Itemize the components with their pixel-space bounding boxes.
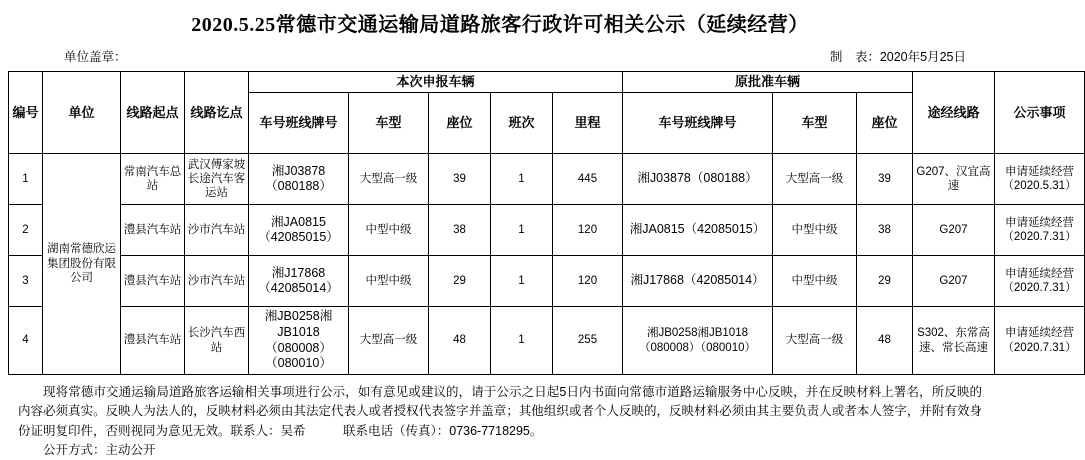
cell-orig-seats: 48 <box>857 307 913 375</box>
header-plate: 车号班线牌号 <box>249 93 349 154</box>
table-row <box>9 154 1085 205</box>
cell-frequency: 1 <box>491 154 553 205</box>
cell-type: 大型高一级 <box>349 154 429 205</box>
cell-start: 常南汽车总站 <box>121 154 185 205</box>
cell-no: 3 <box>9 256 43 307</box>
header-seats: 座位 <box>429 93 491 154</box>
cell-item: 申请延续经营（2020.7.31） <box>995 205 1085 256</box>
header-orig-type: 车型 <box>773 93 857 154</box>
cell-route: G207 <box>913 205 995 256</box>
cell-start: 澧县汽车站 <box>121 307 185 375</box>
header-mileage: 里程 <box>553 93 623 154</box>
cell-route: G207、汉宜高速 <box>913 154 995 205</box>
cell-orig-seats: 38 <box>857 205 913 256</box>
header-line-end: 线路讫点 <box>185 72 249 154</box>
header-group-original: 原批准车辆 <box>623 72 913 93</box>
header-item: 公示事项 <box>995 72 1085 154</box>
header-orig-seats: 座位 <box>857 93 913 154</box>
stamp-label: 单位盖章： <box>64 50 127 64</box>
header-orig-plate: 车号班线牌号 <box>623 93 773 154</box>
cell-orig-type: 中型中级 <box>773 205 857 256</box>
cell-frequency: 1 <box>491 307 553 375</box>
cell-orig-plate: 湘J03878（080188） <box>623 154 773 205</box>
notice-block <box>18 383 982 460</box>
cell-unit: 湖南常德欣运集团股份有限公司 <box>43 154 121 375</box>
cell-mileage: 120 <box>553 205 623 256</box>
cell-item: 申请延续经营（2020.7.31） <box>995 256 1085 307</box>
table-header-row-1 <box>9 72 1085 93</box>
cell-orig-seats: 29 <box>857 256 913 307</box>
notice-paragraph-1: 现将常德市交通运输局道路旅客运输相关事项进行公示，如有意见或建议的，请于公示之日起5日内书面向常德市道路运输服务中心反映，并在反映材料上署名，所反映的内容必须真实。反映人为法人的，反映材料必须由其法定代表人或者授权代表签字并盖章；其他组织或者个人反映的，反映材料必须由其主要负责人或者本人签字，并附有效身份证明复印件，否则视同为意见无效。联系人：吴希 联系电话（传真）：0736-7718295。 <box>18 384 982 438</box>
page-title: 2020.5.25常德市交通运输局道路旅客行政许可相关公示（延续经营） <box>191 14 809 36</box>
cell-no: 4 <box>9 307 43 375</box>
cell-mileage: 255 <box>553 307 623 375</box>
cell-orig-seats: 39 <box>857 154 913 205</box>
cell-orig-type: 大型高一级 <box>773 154 857 205</box>
cell-orig-plate: 湘JB0258湘JB1018（080008）（080010） <box>623 307 773 375</box>
cell-no: 1 <box>9 154 43 205</box>
meta-row <box>8 47 992 71</box>
cell-type: 大型高一级 <box>349 307 429 375</box>
header-unit: 单位 <box>43 72 121 154</box>
cell-item: 申请延续经营（2020.5.31） <box>995 154 1085 205</box>
cell-start: 澧县汽车站 <box>121 256 185 307</box>
cell-frequency: 1 <box>491 205 553 256</box>
cell-route: S302、东常高速、常长高速 <box>913 307 995 375</box>
table-row <box>9 307 1085 375</box>
made-date-label: 制 表：2020年5月25日 <box>829 50 966 64</box>
table-row <box>9 256 1085 307</box>
cell-plate: 湘JB0258湘JB1018（080008）（080010） <box>249 307 349 375</box>
cell-seats: 39 <box>429 154 491 205</box>
cell-end: 武汉傅家坡长途汽车客运站 <box>185 154 249 205</box>
cell-item: 申请延续经营（2020.7.31） <box>995 307 1085 375</box>
cell-seats: 29 <box>429 256 491 307</box>
header-route: 途经线路 <box>913 72 995 154</box>
header-frequency: 班次 <box>491 93 553 154</box>
notice-paragraph-2: 公开方式：主动公开 <box>43 442 156 457</box>
cell-plate: 湘J17868（42085014） <box>249 256 349 307</box>
cell-end: 沙市汽车站 <box>185 205 249 256</box>
cell-seats: 38 <box>429 205 491 256</box>
cell-type: 中型中级 <box>349 205 429 256</box>
cell-plate: 湘JA0815（42085015） <box>249 205 349 256</box>
cell-end: 沙市汽车站 <box>185 256 249 307</box>
permit-table <box>8 71 1085 375</box>
header-group-current: 本次申报车辆 <box>249 72 623 93</box>
cell-orig-type: 中型中级 <box>773 256 857 307</box>
cell-no: 2 <box>9 205 43 256</box>
cell-type: 中型中级 <box>349 256 429 307</box>
cell-frequency: 1 <box>491 256 553 307</box>
table-row <box>9 205 1085 256</box>
cell-mileage: 120 <box>553 256 623 307</box>
cell-orig-type: 大型高一级 <box>773 307 857 375</box>
cell-end: 长沙汽车西站 <box>185 307 249 375</box>
cell-orig-plate: 湘JA0815（42085015） <box>623 205 773 256</box>
cell-route: G207 <box>913 256 995 307</box>
header-line-start: 线路起点 <box>121 72 185 154</box>
cell-seats: 48 <box>429 307 491 375</box>
cell-start: 澧县汽车站 <box>121 205 185 256</box>
header-vehicle-type: 车型 <box>349 93 429 154</box>
header-no: 编号 <box>9 72 43 154</box>
cell-orig-plate: 湘J17868（42085014） <box>623 256 773 307</box>
cell-plate: 湘J03878（080188） <box>249 154 349 205</box>
cell-mileage: 445 <box>553 154 623 205</box>
